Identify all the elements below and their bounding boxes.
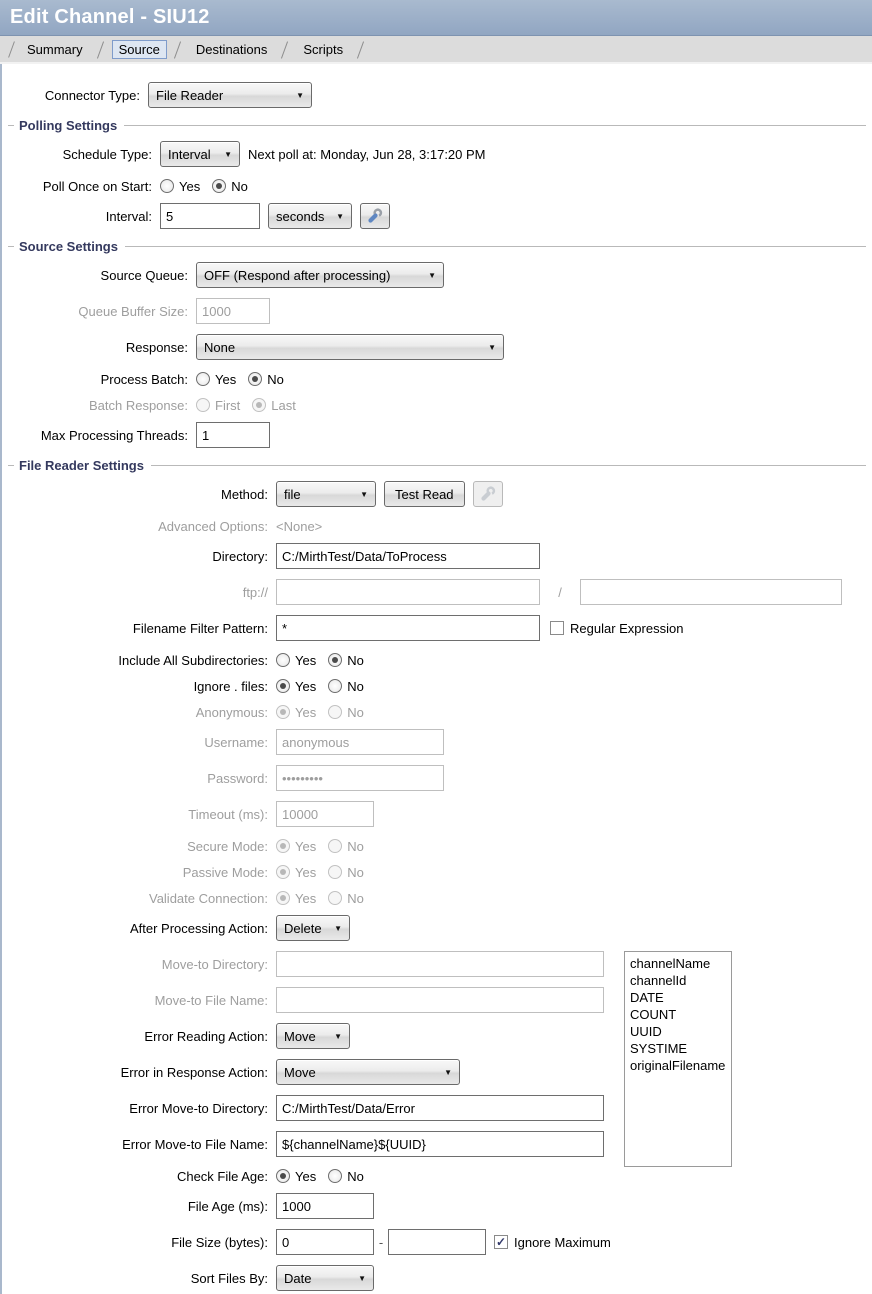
anonymous-yes-text: Yes [295,704,317,720]
directory-label: Directory: [212,548,268,564]
directory-input[interactable] [276,543,540,569]
include-subdirectories-yes-text: Yes [295,652,317,668]
anonymous-label: Anonymous: [195,704,268,720]
chevron-down-icon: ▼ [334,1031,342,1041]
file-age-label: File Age (ms): [187,1198,268,1214]
next-poll-text: Next poll at: Monday, Jun 28, 3:17:20 PM [248,146,486,162]
polling-settings-title: Polling Settings [8,118,866,133]
window-title: Edit Channel - SIU12 [10,6,210,28]
chevron-down-icon: ▼ [336,211,344,221]
ignore-dot-files-label: Ignore . files: [193,678,268,694]
check-file-age-no-radio[interactable] [328,1169,342,1183]
validate-connection-no-radio [328,891,342,905]
schedule-type-value: Interval [168,146,211,162]
error-reading-action-value: Move [284,1028,316,1044]
ftp-path-input [580,579,842,605]
file-size-label: File Size (bytes): [171,1234,268,1250]
after-processing-action-select[interactable] [276,915,350,941]
regular-expression-label: Regular Expression [570,620,684,636]
test-read-button[interactable] [384,481,465,507]
tab-source-label: Source [112,40,167,59]
file-size-range-dash: - [378,1234,384,1250]
sort-files-by-value: Date [284,1270,312,1286]
move-to-directory-label: Move-to Directory: [161,956,268,972]
file-age-input[interactable] [276,1193,374,1219]
batch-response-first-text: First [215,397,241,413]
check-file-age-yes-radio[interactable] [276,1169,290,1183]
variable-list-item[interactable]: SYSTIME [630,1041,688,1056]
move-to-file-name-input [276,987,604,1013]
queue-buffer-size-input [196,298,270,324]
password-input [276,765,444,791]
variable-list-item[interactable]: DATE [630,990,664,1005]
ignore-dot-files-no-text: No [347,678,364,694]
response-label: Response: [125,339,188,355]
secure-mode-yes-radio [276,839,290,853]
test-read-label: Test Read [395,486,454,502]
timeout-label: Timeout (ms): [188,806,268,822]
chevron-down-icon: ▼ [360,489,368,499]
max-processing-threads-input[interactable] [196,422,270,448]
passive-mode-label: Passive Mode: [182,864,268,880]
include-subdirectories-yes-radio[interactable] [276,653,290,667]
regular-expression-checkbox[interactable] [550,621,564,635]
passive-mode-yes-radio [276,865,290,879]
method-label: Method: [221,486,268,502]
error-move-to-file-name-label: Error Move-to File Name: [122,1136,268,1152]
poll-once-no-text: No [231,178,248,194]
file-size-max-input [388,1229,486,1255]
interval-label: Interval: [105,208,152,224]
secure-mode-no-radio [328,839,342,853]
ignore-dot-files-no-radio[interactable] [328,679,342,693]
source-queue-select[interactable] [196,262,444,288]
chevron-down-icon: ▼ [444,1067,452,1077]
poll-once-label: Poll Once on Start: [42,178,152,194]
process-batch-yes-text: Yes [215,371,237,387]
interval-unit-select[interactable] [268,203,352,229]
connector-type-select[interactable] [148,82,312,108]
process-batch-label: Process Batch: [100,371,188,387]
error-move-to-directory-input[interactable] [276,1095,604,1121]
error-in-response-action-label: Error in Response Action: [120,1064,268,1080]
error-reading-action-select[interactable] [276,1023,350,1049]
schedule-type-label: Schedule Type: [62,146,152,162]
passive-mode-no-radio [328,865,342,879]
ignore-maximum-checkbox[interactable]: ✓ [495,1235,507,1249]
ignore-dot-files-yes-text: Yes [295,678,317,694]
batch-response-first-radio [196,398,210,412]
chevron-down-icon: ▼ [358,1273,366,1283]
after-processing-action-value: Delete [284,920,322,936]
tab-destinations-label: Destinations [195,41,268,57]
advanced-options-value: <None> [276,518,323,534]
ignore-maximum-label: Ignore Maximum [514,1234,611,1250]
window-header [0,0,872,36]
ftp-label: ftp:// [242,584,268,600]
file-size-min-input[interactable] [276,1229,374,1255]
method-value: file [284,486,301,502]
source-queue-value: OFF (Respond after processing) [204,267,391,283]
response-value: None [204,339,236,355]
batch-response-last-radio [252,398,266,412]
max-processing-threads-label: Max Processing Threads: [40,427,188,443]
username-input [276,729,444,755]
anonymous-no-radio [328,705,342,719]
chevron-down-icon: ▼ [428,270,436,280]
variable-list-item[interactable]: channelName [630,956,711,971]
tab-scripts-label: Scripts [303,41,344,57]
response-select[interactable] [196,334,504,360]
validate-connection-yes-radio [276,891,290,905]
error-move-to-directory-label: Error Move-to Directory: [129,1100,268,1116]
after-processing-action-label: After Processing Action: [129,920,268,936]
source-queue-label: Source Queue: [100,267,188,283]
polling-advanced-settings-button[interactable] [360,203,390,229]
tab-destinations[interactable] [185,40,293,59]
variable-list-item[interactable]: originalFilename [630,1058,726,1073]
move-to-file-name-label: Move-to File Name: [154,992,268,1008]
check-file-age-yes-text: Yes [295,1168,317,1184]
process-batch-no-text: No [267,371,284,387]
process-batch-no-radio[interactable] [248,372,262,386]
chevron-down-icon: ▼ [334,923,342,933]
wrench-icon [479,485,497,503]
source-settings-title: Source Settings [8,239,866,254]
filename-filter-input[interactable] [276,615,540,641]
ftp-separator: / [558,584,562,600]
chevron-down-icon: ▼ [488,342,496,352]
username-label: Username: [204,734,268,750]
variable-list-item[interactable]: UUID [630,1024,662,1039]
poll-once-yes-radio[interactable] [160,179,174,193]
connector-type-value: File Reader [156,87,224,103]
check-file-age-no-text: No [347,1168,364,1184]
batch-response-last-text: Last [271,397,296,413]
include-subdirectories-no-text: No [347,652,364,668]
variable-list-item[interactable]: COUNT [630,1007,677,1022]
filename-variable-list [624,951,732,1167]
tab-source[interactable] [108,40,185,59]
batch-response-label: Batch Response: [88,397,188,413]
password-label: Password: [207,770,268,786]
method-advanced-settings-button [473,481,503,507]
validate-connection-yes-text: Yes [295,890,317,906]
poll-once-yes-text: Yes [179,178,201,194]
interval-input[interactable] [160,203,260,229]
secure-mode-yes-text: Yes [295,838,317,854]
queue-buffer-size-label: Queue Buffer Size: [78,303,188,319]
chevron-down-icon: ▼ [296,90,304,100]
sort-files-by-label: Sort Files By: [190,1270,268,1286]
file-reader-settings-title: File Reader Settings [8,458,866,473]
timeout-input [276,801,374,827]
include-subdirectories-no-radio[interactable] [328,653,342,667]
tab-summary[interactable] [16,40,108,59]
error-in-response-action-select[interactable] [276,1059,460,1085]
sort-files-by-select[interactable] [276,1265,374,1291]
method-select[interactable] [276,481,376,507]
source-tab-panel [0,64,872,1294]
passive-mode-yes-text: Yes [295,864,317,880]
error-move-to-file-name-input[interactable] [276,1131,604,1157]
error-in-response-action-value: Move [284,1064,316,1080]
ftp-host-input [276,579,540,605]
tab-scripts[interactable] [292,40,368,59]
poll-once-no-radio[interactable] [212,179,226,193]
connector-type-label: Connector Type: [44,87,140,103]
move-to-directory-input [276,951,604,977]
advanced-options-label: Advanced Options: [158,518,268,534]
secure-mode-no-text: No [347,838,364,854]
anonymous-no-text: No [347,704,364,720]
secure-mode-label: Secure Mode: [187,838,268,854]
check-file-age-label: Check File Age: [176,1168,268,1184]
passive-mode-no-text: No [347,864,364,880]
wrench-icon [366,207,384,225]
process-batch-yes-radio[interactable] [196,372,210,386]
tab-lead-divider [6,41,16,58]
validate-connection-no-text: No [347,890,364,906]
include-subdirectories-label: Include All Subdirectories: [118,652,268,668]
interval-unit-value: seconds [276,208,325,224]
anonymous-yes-radio [276,705,290,719]
validate-connection-label: Validate Connection: [148,890,268,906]
chevron-down-icon: ▼ [224,149,232,159]
variable-list-item[interactable]: channelId [630,973,687,988]
error-reading-action-label: Error Reading Action: [144,1028,268,1044]
schedule-type-select[interactable] [160,141,240,167]
filename-filter-label: Filename Filter Pattern: [132,620,268,636]
tab-bar [0,36,872,64]
tab-summary-label: Summary [27,41,83,57]
ignore-dot-files-yes-radio[interactable] [276,679,290,693]
